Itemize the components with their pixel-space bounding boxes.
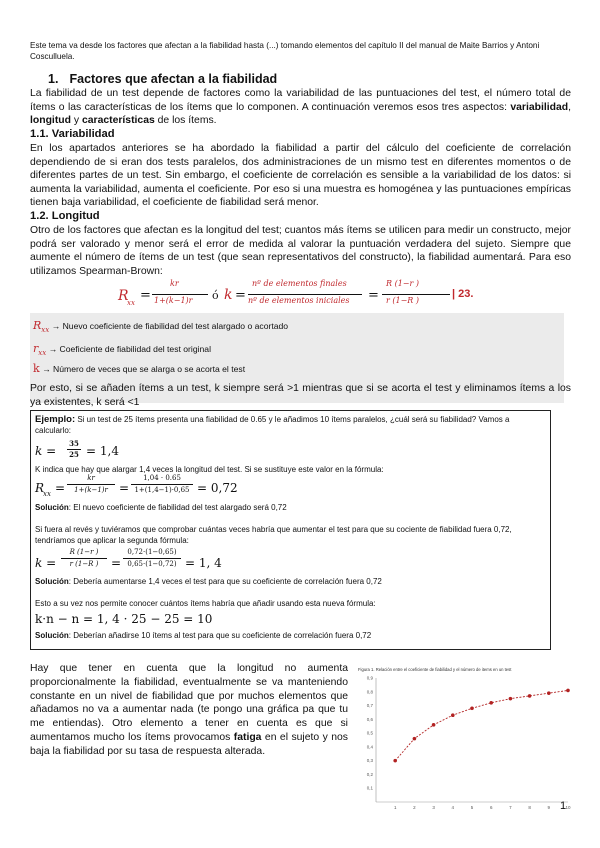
chart-x-tick-label: 1 [393, 805, 397, 810]
section-1-2-paragraph: Otro de los factores que afectan es la longitud del test; cuantos más ítems se utilicen para medir un constructo, mejor podrá ser valorado y menor será el error de medida al valorar la puntuación verdadera del sujeto. Siempre que aumente el número de ítems de un test (que sean representativos del constructo), la fiabilidad aumentará. Para eso utilizamos Spearman-Brown: [30, 225, 571, 277]
section-1-number: 1. [48, 72, 59, 86]
example-solution-3 [35, 631, 545, 642]
example-k-explanation: K indica que hay que alargar 1,4 veces la longitud del test. Si se sustituye este valor en la fórmula: [35, 465, 384, 474]
chart-y-tick-label: 0,8 [366, 689, 373, 695]
formula-ref: | 23. [452, 288, 474, 300]
legend-text-Rxx: Nuevo coeficiente de fiabilidad del test alargado o acortado [62, 321, 289, 331]
chart-y-tick-label: 0,7 [366, 703, 373, 709]
formula-frac3-den: r (1−R ) [386, 296, 419, 305]
legend-row-k [33, 362, 245, 375]
formula-R-sub: xx [127, 299, 135, 307]
example-k-lhs: k = [35, 444, 57, 458]
legend-arrow: → [42, 364, 51, 374]
s1-sep-1: , [568, 101, 571, 113]
section-1-1-heading: 1.1. Variabilidad [30, 128, 115, 140]
formula-frac3-num: R (1−r ) [386, 279, 419, 288]
formula-frac3-bar [382, 294, 450, 295]
s1-keyword-variability: variabilidad [510, 101, 569, 113]
chart-x-tick-label: 10 [565, 805, 571, 810]
example-k-result: = 1,4 [86, 444, 119, 458]
spearman-brown-formula [118, 279, 478, 315]
formula-eq-3: = [368, 288, 379, 303]
chart-x-tick-label: 2 [413, 805, 416, 810]
chart-series-line [395, 690, 568, 760]
closing-paragraph [30, 662, 348, 759]
example-question-2: Si fuera al revés y tuviéramos que comprobar cuántas veces habría que aumentar el test para que su cociente de fiabilidad fuera 0,72, tendríamos que aplicar la segunda fórmula: [35, 525, 512, 545]
example-box [30, 410, 551, 650]
example-r-lhs: R [35, 481, 45, 495]
example-r-bar1 [67, 484, 115, 485]
formula-frac1-bar [152, 294, 208, 295]
chart-data-point [393, 759, 397, 763]
example-k-den: 25 [69, 450, 79, 459]
chart-data-point [432, 723, 436, 727]
formula-frac1-den: 1+(k−1)r [154, 296, 193, 305]
legend-row-rxx [33, 342, 211, 357]
formula-frac2-bar [248, 294, 362, 295]
solution-label: Solución [35, 631, 69, 640]
chart-data-point [528, 694, 532, 698]
reliability-chart [356, 664, 576, 814]
chart-x-tick-label: 7 [509, 805, 512, 810]
section-1-1-paragraph: En los apartados anteriores se ha abordado la fiabilidad a partir del cálculo del coeficiente de correlación dependiendo de si eran dos tests paralelos, dos administraciones de un mismo test en diferentes momentos o de diferentes partes de un test. Sin embargo, el coeficiente de correlación es sensible a la variabilidad de los datos: si aumenta la variabilidad, aumenta el coeficiente. Por eso si una muestra es homogénea y las puntuaciones empíricas tienen baja variabilidad, el coeficiente de fiabilidad será menor. [30, 143, 571, 209]
example-k2-bar [61, 558, 107, 559]
after-legend-paragraph: Por esto, si se añaden ítems a un test, k siempre será >1 mientras que si se acorta el test y eliminamos ítems a los ya existentes, k será <1 [30, 383, 571, 408]
s1-keyword-characteristics: características [81, 115, 155, 127]
chart-x-tick-label: 5 [470, 805, 474, 810]
formula-eq-1: = [140, 288, 151, 303]
formula-frac2-num: nº de elementos finales [252, 279, 347, 288]
legend-sub-rxx: xx [38, 349, 47, 357]
section-1-2-heading: 1.2. Longitud [30, 210, 100, 222]
chart-data-point [509, 697, 513, 701]
solution-label: Solución [35, 577, 69, 586]
example-k2-den: r (1−R ) [69, 560, 99, 568]
chart-data-point [566, 689, 570, 693]
closing-text-a: Hay que tener en cuenta que la longitud no aumenta proporcionalmente la fiabilidad, eventualmente se va manteniendo constante en un nivel de fiabilidad que por muchos elementos que añadamos no va a aumentar nada (te pongo una gráfica pa que tu me entiendas). Otro elemento a tener en cuenta es que si aumentamos mucho los ítems provocamos [30, 663, 348, 743]
example-k2-eq: = [111, 556, 122, 570]
chart-y-tick-label: 0,9 [366, 675, 373, 681]
legend-sym-rxx: r [33, 342, 39, 355]
example-r-den2: 1+(1,4−1)·0,65 [134, 486, 190, 494]
s1-sep-2: y [70, 115, 82, 127]
legend-row-Rxx [33, 319, 288, 334]
chart-data-point [547, 691, 551, 695]
example-r-num1: kr [87, 474, 95, 482]
legend-sym-Rxx: R [33, 319, 42, 332]
page-number: 1 [560, 800, 567, 812]
chart-data-point [470, 707, 474, 711]
reliability-chart-svg [356, 664, 576, 814]
closing-keyword-fatigue: fatiga [233, 731, 262, 743]
formula-frac2-den: nº de elementos iniciales [248, 296, 350, 305]
chart-y-tick-label: 0,4 [366, 744, 373, 750]
example-k2-num: R (1−r ) [69, 548, 99, 556]
intro-note: Este tema va desde los factores que afectan a la fiabilidad hasta (...) tomando elementos del capítulo II del manual de Maite Barrios y Antoni Cosculluela. [30, 41, 540, 61]
example-r-num2: 1,04 · 0.65 [143, 474, 181, 482]
s1-text-b: de los ítems. [154, 115, 217, 127]
legend-text-rxx: Coeficiente de fiabilidad del test original [59, 344, 211, 354]
chart-data-point [489, 701, 493, 705]
example-k-num: 35 [69, 439, 79, 448]
chart-x-tick-label: 3 [432, 805, 435, 810]
chart-y-tick-label: 0,5 [366, 730, 373, 736]
s1-keyword-length: longitud [30, 115, 71, 127]
solution-1-text: : El nuevo coeficiente de fiabilidad del test alargado será 0,72 [68, 503, 287, 512]
chart-x-tick-label: 6 [489, 805, 493, 810]
chart-y-tick-label: 0,1 [366, 785, 373, 791]
legend-text-k: Número de veces que se alarga o se acorta el test [53, 364, 246, 374]
formula-frac1-num: kr [170, 279, 179, 288]
formula-eq-2: = [235, 288, 246, 303]
chart-x-tick-label: 9 [547, 805, 551, 810]
example-r-eq: = [55, 481, 66, 495]
example-k2-lhs: k = [35, 556, 57, 570]
formula-R: R [118, 288, 129, 304]
formula-or: ó [212, 289, 219, 302]
closing-text-b: en el sujeto y nos baja la fiabilidad por su tasa de respuesta alterada. [30, 731, 348, 757]
example-k2-num2: 0,72·(1−0,65) [127, 548, 177, 556]
example-r-sub: xx [43, 490, 51, 498]
chart-y-tick-label: 0,2 [366, 771, 373, 777]
example-k2-bar2 [123, 558, 181, 559]
legend-arrow: → [48, 344, 58, 354]
section-1-title: Factores que afectan a la fiabilidad [69, 72, 278, 86]
legend-arrow: → [51, 321, 61, 331]
formula-k: k [224, 287, 233, 303]
example-question-text: Si un test de 25 ítems presenta una fiabilidad de 0.65 y le añadimos 10 ítems paralelos, ¿cuál será su fiabilidad? Vamos a calcularlo: [35, 415, 510, 435]
example-question [35, 415, 545, 436]
example-label: Ejemplo: [35, 414, 76, 425]
example-r-eq2: = [119, 481, 130, 495]
example-items-formula: k·n − n = 1, 4 · 25 − 25 = 10 [35, 612, 213, 626]
chart-data-point [451, 713, 455, 717]
example-solution-1 [35, 503, 545, 514]
s1-text-a: La fiabilidad de un test depende de factores como la variabilidad de las puntuaciones del test, el número total de ítems o las características de los ítems que lo componen. A continuación veremos esos tres aspectos: [30, 88, 571, 113]
example-question-3: Esto a su vez nos permite conocer cuántos ítems habría que añadir usando esta nueva fórmula: [35, 599, 376, 608]
chart-y-tick-label: 0,3 [366, 758, 373, 764]
example-k2-den2: 0,65·(1−0,72) [127, 560, 177, 568]
solution-2-text: : Debería aumentarse 1,4 veces el test para que su coeficiente de correlación fuera 0,72 [68, 577, 382, 586]
legend-sym-k: k [33, 362, 40, 375]
legend-sub-Rxx: xx [41, 326, 50, 334]
chart-x-tick-label: 4 [451, 805, 455, 810]
example-k2-result: = 1, 4 [185, 556, 222, 570]
section-1-paragraph [30, 87, 571, 128]
chart-x-tick-label: 8 [528, 805, 531, 810]
chart-data-point [413, 737, 417, 741]
example-solution-2 [35, 577, 545, 588]
example-r-result: = 0,72 [197, 481, 238, 495]
section-1-heading [48, 72, 277, 86]
solution-label: Solución [35, 503, 69, 512]
example-r-bar2 [131, 484, 193, 485]
example-r-den1: 1+(k−1)r [74, 486, 108, 494]
chart-title: Figura 1. Relación entre el coeficiente de fiabilidad y el número de items en un test [358, 667, 512, 672]
solution-3-text: : Deberían añadirse 10 ítems al test para que su coeficiente de correlación fuera 0,72 [68, 631, 372, 640]
chart-y-tick-label: 0,6 [366, 716, 373, 722]
